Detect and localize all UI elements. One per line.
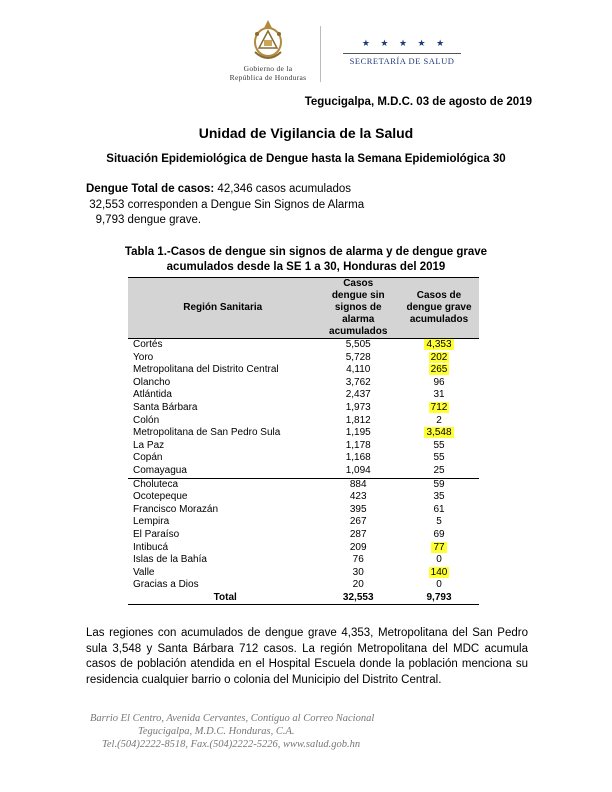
summary-total (86, 182, 364, 198)
grave-cell (399, 529, 479, 542)
summary-line2: 32,553 corresponden a Dengue Sin Signos de Alarma (86, 198, 365, 211)
grave-cell (399, 389, 479, 402)
table-row (128, 542, 479, 555)
sin-signos-cell: 1,195 (345, 427, 371, 439)
region-cell: Colón (133, 414, 160, 426)
footer-line1: Barrio El Centro, Avenida Cervantes, Contiguo al Correo Nacional (90, 713, 375, 724)
table-caption-line1: Tabla 1.-Casos de dengue sin signos de alarma y de dengue grave (124, 246, 488, 258)
region-cell: Ocotepeque (133, 491, 188, 503)
grave-cell (399, 516, 479, 529)
sin-signos-cell: 1,168 (345, 452, 371, 464)
table-row (128, 554, 479, 567)
sin-signos-cell: 5,505 (345, 339, 371, 350)
table-row (128, 389, 479, 402)
table-row (128, 427, 479, 440)
region-cell: Valle (133, 566, 155, 578)
grave-value: 55 (433, 439, 445, 451)
stars-icon: ★ ★ ★ ★ ★ (361, 38, 449, 48)
grave-value: 5 (436, 516, 442, 528)
sin-signos-cell: 20 (352, 579, 364, 591)
table-row (128, 504, 479, 517)
coat-of-arms-icon (251, 18, 285, 64)
grave-value: 96 (433, 376, 445, 388)
table-row (128, 452, 479, 465)
summary-line3: 9,793 dengue grave. (86, 214, 202, 226)
total-row (128, 592, 479, 605)
total-sin-signos: 32,553 (317, 592, 399, 605)
date-line: Tegucigalpa, M.D.C. 03 de agosto de 2019 (304, 96, 532, 108)
grave-cell (399, 352, 479, 365)
footer-line2: Tegucigalpa, M.D.C. Honduras, C.A. (138, 726, 295, 737)
table-row (128, 491, 479, 504)
grave-value: 25 (433, 464, 445, 476)
grave-value: 0 (436, 579, 442, 591)
summary-label: Dengue Total de casos: (86, 183, 215, 195)
sin-signos-cell: 1,178 (345, 439, 371, 451)
total-label: Total (128, 592, 317, 605)
sin-signos-cell: 287 (349, 528, 367, 540)
region-cell: Metropolitana de San Pedro Sula (133, 427, 281, 439)
table-row (128, 516, 479, 529)
region-cell: Metropolitana del Distrito Central (133, 364, 279, 376)
grave-value: 0 (436, 554, 442, 566)
table-row (128, 339, 479, 352)
grave-value: 265 (430, 364, 448, 376)
grave-cell (399, 504, 479, 517)
sin-signos-cell: 395 (349, 503, 367, 515)
sin-signos-cell: 2,437 (345, 389, 371, 401)
government-name-line2: República de Honduras (229, 73, 307, 82)
table-row (128, 465, 479, 478)
table-row (128, 440, 479, 453)
grave-value: 3,548 (426, 427, 452, 439)
header-sin-signos (317, 278, 399, 339)
grave-cell (399, 567, 479, 580)
government-name-line1: Gobierno de la (243, 64, 293, 73)
table-row (128, 567, 479, 580)
grave-cell (399, 339, 479, 352)
grave-cell (399, 554, 479, 567)
table-body (128, 339, 479, 605)
table-row (128, 352, 479, 365)
sin-signos-cell: 1,094 (345, 464, 371, 476)
region-cell: Choluteca (128, 478, 317, 491)
grave-value: 61 (433, 503, 445, 515)
government-seal-logo (220, 18, 316, 88)
grave-value: 712 (430, 401, 448, 413)
grave-value: 59 (433, 478, 445, 490)
sin-signos-cell: 3,762 (345, 376, 371, 388)
grave-cell (399, 427, 479, 440)
secretaria-name: SECRETARÍA DE SALUD (349, 56, 455, 66)
region-cell: Yoro (133, 351, 154, 363)
grave-value: 140 (430, 566, 448, 578)
sin-signos-cell: 30 (352, 566, 364, 578)
region-cell: Comayagua (133, 464, 187, 476)
region-cell: Cortés (133, 339, 163, 350)
grave-cell (399, 440, 479, 453)
unit-title: Unidad de Vigilancia de la Salud (198, 125, 414, 141)
region-cell: La Paz (133, 439, 165, 451)
grave-value: 4,353 (426, 339, 452, 350)
grave-value: 31 (433, 389, 445, 401)
table-row (128, 377, 479, 390)
grave-cell (399, 478, 479, 491)
region-cell: Francisco Morazán (133, 503, 219, 515)
footer-address (90, 712, 490, 751)
sin-signos-cell: 76 (352, 554, 364, 566)
grave-cell (399, 452, 479, 465)
total-grave: 9,793 (399, 592, 479, 605)
grave-cell (399, 491, 479, 504)
grave-cell (399, 465, 479, 478)
region-cell: Olancho (133, 376, 171, 388)
region-cell: Lempira (133, 516, 170, 528)
case-summary (86, 182, 364, 229)
sin-signos-cell: 5,728 (345, 351, 371, 363)
grave-value: 2 (436, 414, 442, 426)
analysis-paragraph: Las regiones con acumulados de dengue grave 4,353, Metropolitana del San Pedro sula 3,548 y Santa Bárbara 712 casos. La región Metropolitana del MDC acumula casos de población atendida en el Hospital Escuela donde la población menciona su residencia cualquier barrio o colonia del Municipio del Distrito Central. (86, 627, 528, 686)
grave-cell (399, 402, 479, 415)
header-region: Región Sanitaria (128, 278, 317, 339)
dengue-cases-table (128, 277, 479, 605)
region-cell: Copán (133, 452, 163, 464)
grave-cell (399, 542, 479, 555)
grave-value: 69 (433, 528, 445, 540)
sin-signos-cell: 209 (349, 541, 367, 553)
region-cell: Santa Bárbara (133, 401, 198, 413)
region-cell: El Paraíso (133, 528, 180, 540)
table-row (128, 579, 479, 592)
header-divider (320, 26, 321, 82)
table-caption (0, 245, 612, 274)
table-caption-line2: acumulados desde la SE 1 a 30, Honduras del 2019 (166, 260, 446, 273)
grave-cell (399, 377, 479, 390)
grave-cell (399, 579, 479, 592)
footer-line3: Tel.(504)2222-8518, Fax.(504)2222-5226, www.salud.gob.hn (102, 739, 361, 750)
sin-signos-cell: 267 (349, 516, 367, 528)
grave-value: 35 (433, 491, 445, 503)
header-grave-text: Casos de dengue grave acumulados (406, 290, 472, 325)
table-row (128, 529, 479, 542)
secretaria-underline (343, 53, 461, 54)
situation-title: Situación Epidemiológica de Dengue hasta la Semana Epidemiológica 30 (106, 153, 506, 165)
region-cell: Islas de la Bahía (133, 554, 207, 566)
sin-signos-cell: 1,973 (345, 401, 371, 413)
sin-signos-cell: 4,110 (346, 364, 371, 376)
sin-signos-cell: 884 (317, 478, 399, 491)
region-cell: Gracias a Dios (133, 579, 199, 591)
grave-cell (399, 364, 479, 377)
header-grave (399, 278, 479, 339)
summary-total-text: 42,346 casos acumulados (214, 183, 352, 195)
grave-value: 202 (430, 351, 448, 363)
table-row (128, 402, 479, 415)
sin-signos-cell: 1,812 (345, 414, 371, 426)
grave-value: 55 (433, 452, 445, 464)
table-row (128, 364, 479, 377)
table-row (128, 478, 479, 491)
header-sin-signos-text: Casos dengue sin signos de alarma acumulados (329, 278, 388, 337)
table-row (128, 415, 479, 428)
region-cell: Atlántida (133, 389, 172, 401)
sin-signos-cell: 423 (349, 491, 367, 503)
grave-value: 77 (433, 541, 445, 553)
grave-cell (399, 415, 479, 428)
region-cell: Intibucá (133, 541, 169, 553)
